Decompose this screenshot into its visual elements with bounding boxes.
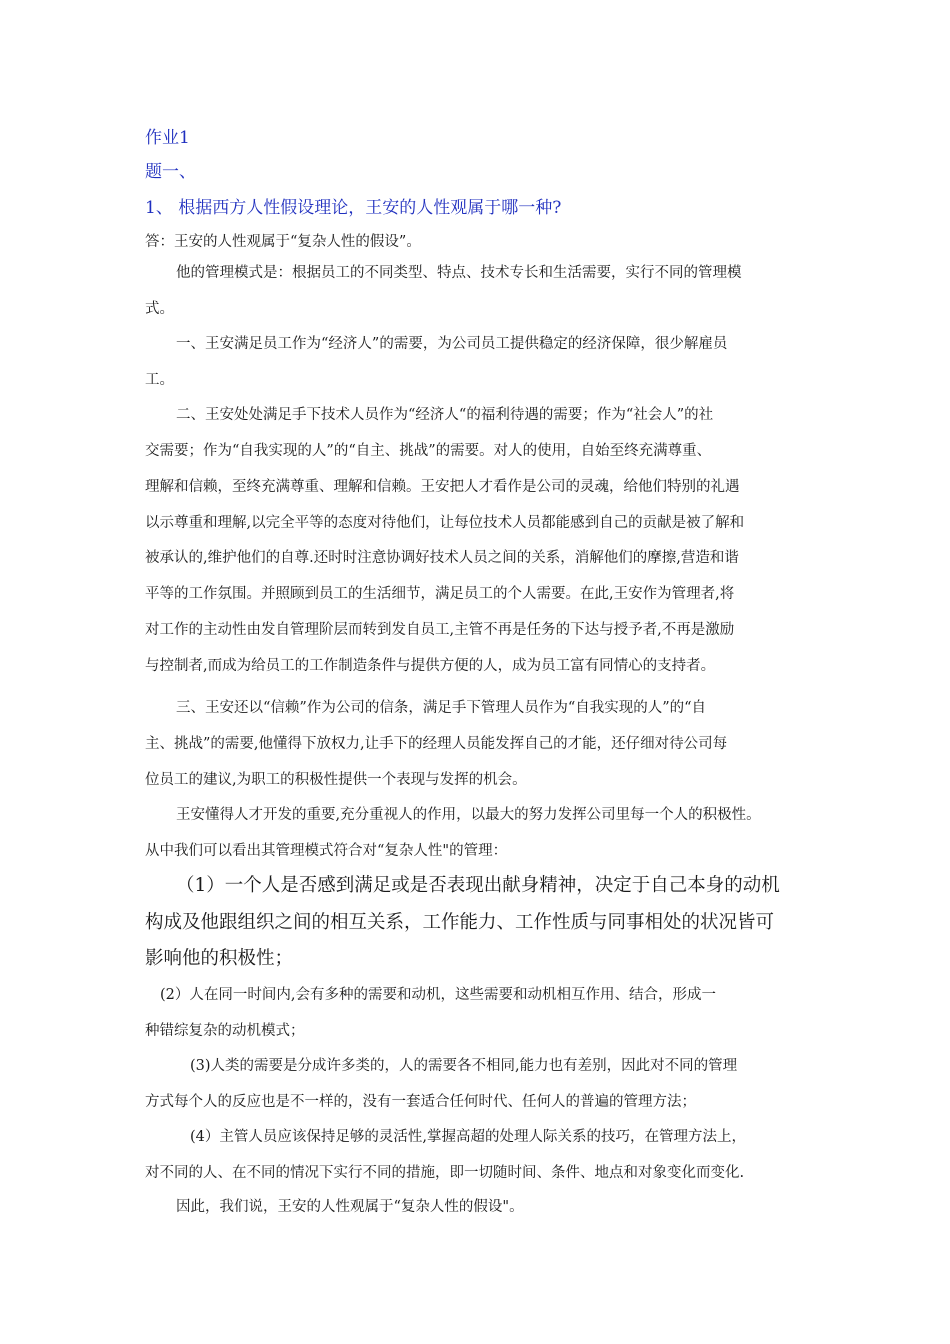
body-line: 主、挑战”的需要,他懂得下放权力,让手下的经理人员能发挥自己的才能，还仔细对待公司每 — [145, 736, 728, 752]
body-line: 被承认的,维护他们的自尊.还时时注意协调好技术人员之间的关系，消解他们的摩擦,营造和谐 — [145, 550, 739, 566]
body-line: 三、王安还以“信赖”作为公司的信条，满足手下管理人员作为“自我实现的人”的“自 — [176, 700, 707, 716]
point-4-line: 对不同的人、在不同的情况下实行不同的措施，即一切随时间、条件、地点和对象变化而变化. — [145, 1165, 745, 1181]
body-line: 他的管理模式是：根据员工的不同类型、特点、技术专长和生活需要，实行不同的管理模 — [176, 265, 742, 281]
point-2-line: (2）人在同一时间内,会有多种的需要和动机，这些需要和动机相互作用、结合，形成一 — [160, 987, 716, 1003]
body-line: 式。 — [145, 301, 174, 317]
body-line: 平等的工作氛围。并照顾到员工的生活细节，满足员工的个人需要。在此,王安作为管理者,将 — [145, 586, 735, 602]
point-4-line: (4）主管人员应该保持足够的灵活性,掌握高超的处理人际关系的技巧，在管理方法上， — [190, 1129, 746, 1145]
body-line: 二、王安处处满足手下技术人员作为“经济人“的福利待遇的需要；作为“社会人”的社 — [176, 407, 714, 423]
body-line: 王安懂得人才开发的重要,充分重视人的作用，以最大的努力发挥公司里每一个人的积极性。 — [176, 807, 761, 823]
point-1-line: 构成及他跟组织之间的相互关系，工作能力、工作性质与同事相处的状况皆可 — [145, 912, 775, 933]
section-heading: 题一、 — [145, 162, 196, 182]
point-2-line: 种错综复杂的动机模式； — [145, 1023, 305, 1039]
body-line: 理解和信赖，至终充满尊重、理解和信赖。王安把人才看作是公司的灵魂，给他们特别的礼遇 — [145, 479, 740, 495]
body-line: 一、王安满足员工作为“经济人”的需要，为公司员工提供稳定的经济保障，很少解雇员 — [176, 336, 728, 352]
point-3-line: 方式每个人的反应也是不一样的，没有一套适合任何时代、任何人的普遍的管理方法； — [145, 1094, 696, 1110]
assignment-title: 作业1 — [145, 128, 190, 148]
answer-line: 答：王安的人性观属于“复杂人性的假设”。 — [145, 234, 421, 250]
point-1-line: （1）一个人是否感到满足或是否表现出献身精神，决定于自己本身的动机 — [176, 875, 780, 896]
conclusion-line: 因此，我们说，王安的人性观属于“复杂人性的假设"。 — [176, 1199, 524, 1215]
body-line: 以示尊重和理解,以完全平等的态度对待他们，让每位技术人员都能感到自己的贡献是被了解和 — [145, 515, 745, 531]
body-line: 位员工的建议,为职工的积极性提供一个表现与发挥的机会。 — [145, 772, 527, 788]
point-1-line: 影响他的积极性； — [145, 948, 294, 969]
body-line: 交需要；作为“自我实现的人”的“自主、挑战”的需要。对人的使用，自始至终充满尊重、 — [145, 443, 712, 459]
point-3-line: (3)人类的需要是分成许多类的，人的需要各不相同,能力也有差别，因此对不同的管理 — [190, 1058, 738, 1074]
body-line: 工。 — [145, 372, 174, 388]
body-line: 与控制者,而成为给员工的工作制造条件与提供方便的人，成为员工富有同情心的支持者。 — [145, 658, 716, 674]
question-heading: 1、 根据西方人性假设理论，王安的人性观属于哪一种? — [145, 198, 562, 218]
body-line: 对工作的主动性由发自管理阶层而转到发自员工,主管不再是任务的下达与授予者,不再是激励 — [145, 622, 735, 638]
body-line: 从中我们可以看出其管理模式符合对“复杂人性"的管理： — [145, 843, 508, 859]
